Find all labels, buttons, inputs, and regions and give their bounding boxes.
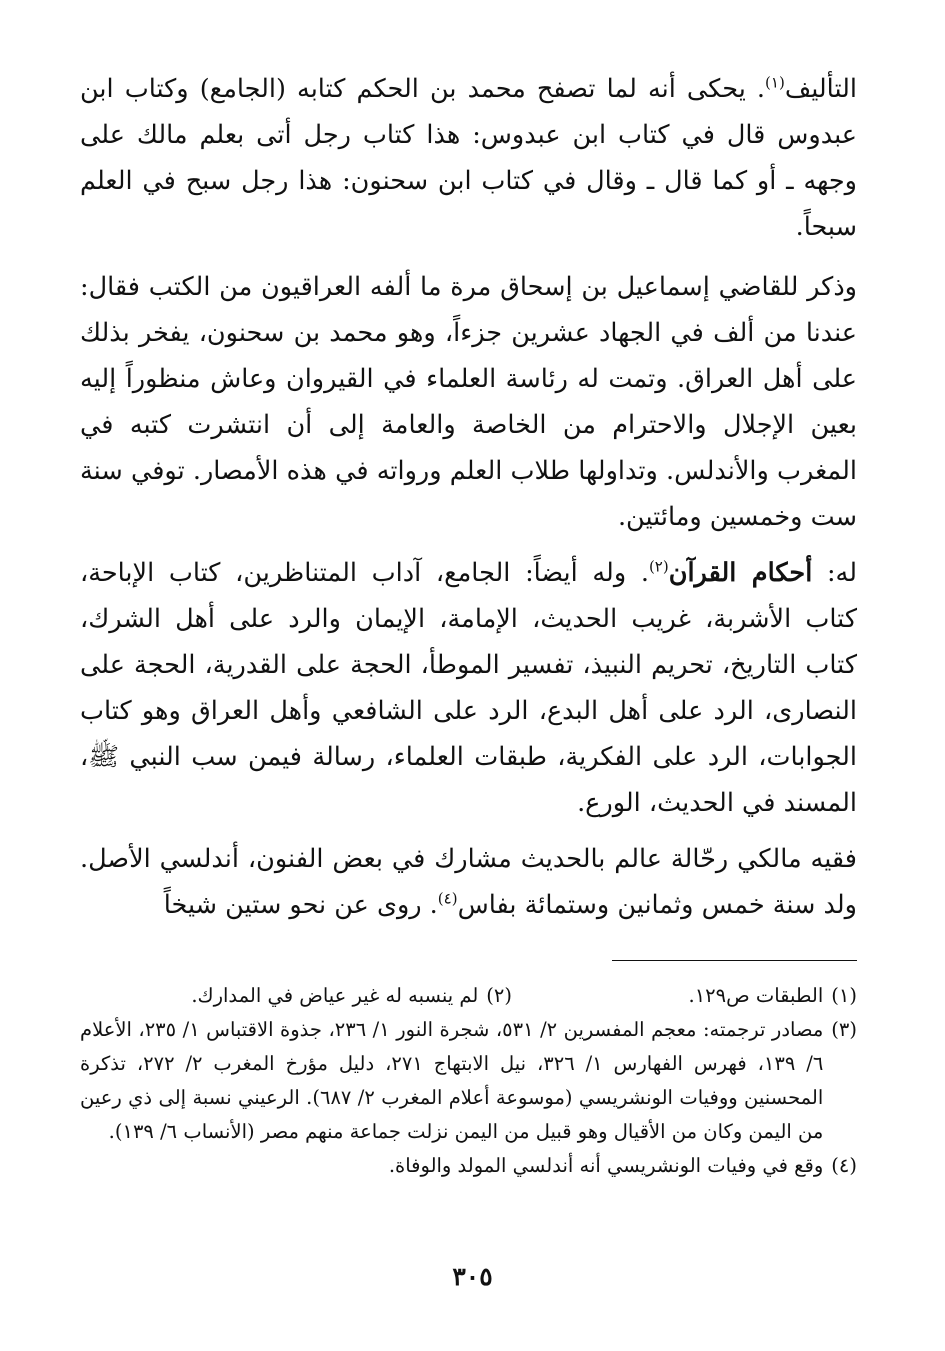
- paragraph-2: [80, 264, 857, 540]
- paragraph-4-text-b: . روى عن نحو ستين شيخاً: [163, 890, 438, 920]
- page-number: ٣٠٥: [452, 1262, 493, 1291]
- footnote-1-text: الطبقات ص١٢٩.: [688, 984, 824, 1007]
- paragraph-4-text-a: فقيه مالكي رحّالة عالم بالحديث مشارك في بعض الفنون، أندلسي الأصل. ولد سنة خمس وثمانين وستمائة بفاس: [80, 844, 857, 920]
- footnote-2-text: لم ينسبه له غير عياض في المدارك.: [191, 984, 479, 1007]
- footnote-1-mark: (١): [831, 984, 857, 1007]
- footnote-1: [512, 979, 857, 1013]
- work-title-ahkam-alquran: أحكام القرآن: [668, 558, 813, 588]
- footnote-ref-4[interactable]: (٤): [437, 889, 458, 908]
- footnote-3: [80, 1013, 857, 1149]
- footnote-ref-1[interactable]: (١): [765, 73, 785, 92]
- footnote-4-mark: (٤): [831, 1154, 857, 1177]
- paragraph-3-prefix: له:: [812, 558, 858, 588]
- footnote-4-text: وقع في وفيات الونشريسي أنه أندلسي المولد والوفاة.: [388, 1154, 824, 1177]
- paragraph-2-text: وذكر للقاضي إسماعيل بن إسحاق مرة ما ألفه العراقيون من الكتب فقال: عندنا من ألف في الجهاد عشرين جزءاً، وهو محمد بن سحنون، يفخر بذلك على أهل العراق. وتمت له رئاسة العلماء في القيروان وعاش منظوراً إليه بعين الإجلال والاحترام من الخاصة والعامة إلى أن انتشرت كتبه في المغرب والأندلس. وتداولها طلاب العلم ورواته في هذه الأمصار. توفي سنة ست وخمسين ومائتين.: [80, 272, 857, 532]
- footnote-4: [80, 1149, 857, 1183]
- paragraph-3-works: [80, 550, 857, 826]
- footnote-2: [191, 979, 512, 1013]
- paragraph-1-text-a: التأليف: [784, 74, 857, 104]
- paragraph-1-text-b: . يحكى أنه لما تصفح محمد بن الحكم كتابه (الجامع) وكتاب ابن عبدوس قال في كتاب ابن عبدوس: هذا كتاب رجل أتى بعلم مالك على وجهه ـ أو كما قال ـ وقال في كتاب ابن سحنون: هذا رجل سبح في العلم سبحاً.: [80, 74, 857, 242]
- paragraph-3-text: . وله أيضاً: الجامع، آداب المتناظرين، كتاب الإباحة، كتاب الأشربة، غريب الحديث، الإمامة، الإيمان والرد على أهل الشرك، كتاب التاريخ، تحريم النبيذ، تفسير الموطأ، الحجة على القدرية، الحجة على النصارى، الرد على أهل البدع، الرد على الشافعي وأهل العراق وهو كتاب الجوابات، الرد على الفكرية، طبقات العلماء، رسالة فيمن سب النبي ﷺ، المسند في الحديث، الورع.: [80, 558, 857, 818]
- paragraph-1: [80, 66, 857, 250]
- footnote-3-text: مصادر ترجمته: معجم المفسرين ٢/ ٥٣١، شجرة النور ١/ ٢٣٦، جذوة الاقتباس ١/ ٢٣٥، الأعلام ٦/ ١٣٩، فهرس الفهارس ١/ ٣٢٦، نيل الابتهاج ٢٧١، دليل مؤرخ المغرب ٢/ ٢٧٢، تذكرة المحسنين ووفيات الونشريسي (موسوعة أعلام المغرب ٢/ ٦٨٧). الرعيني نسبة إلى ذي رعين من اليمن وكان من الأقيال وهو قبيل من اليمن نزلت جماعة منهم مصر (الأنساب ٦/ ١٣٩).: [80, 1018, 824, 1143]
- footnote-3-mark: (٣): [831, 1018, 857, 1041]
- footnotes-row-1-2: [80, 979, 857, 1013]
- footnote-2-mark: (٢): [486, 984, 512, 1007]
- footnote-divider: [612, 960, 857, 961]
- paragraph-4: [80, 836, 857, 928]
- footnote-ref-2[interactable]: (٢): [648, 557, 669, 576]
